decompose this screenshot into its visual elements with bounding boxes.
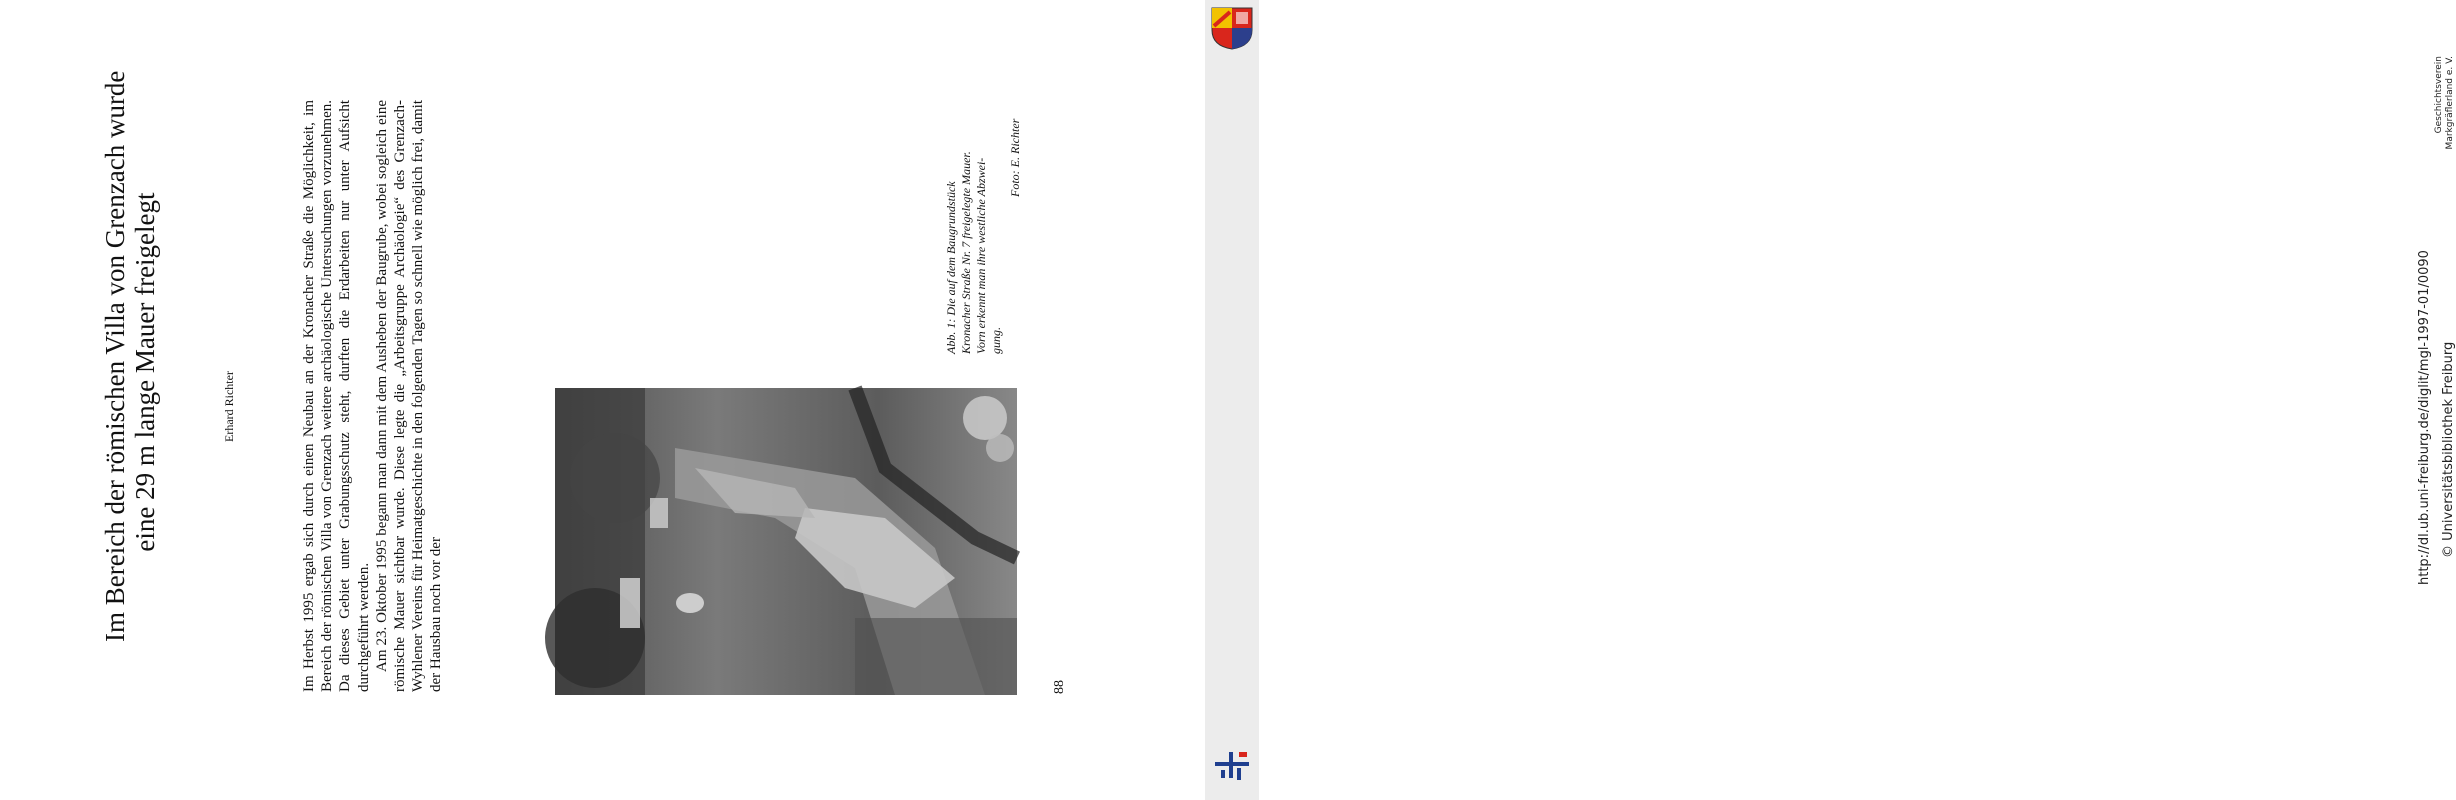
page-number: 88 (1052, 680, 1067, 694)
caption-line-2: Kronacher Straße Nr. 7 freigelegte Mauer. (959, 151, 973, 354)
copyright-text: © Universitätsbibliothek Freiburg (2441, 341, 2456, 558)
title-line-1: Im Bereich der römischen Villa von Grenzach wurde (100, 70, 130, 642)
author: Erhard Richter (222, 371, 236, 442)
coat-of-arms-icon (1208, 6, 1256, 50)
caption-line-3: Vorn erkennt man ihre westliche Abzwei- (974, 157, 988, 354)
ub-freiburg-logo-icon (1211, 748, 1253, 782)
caption-line-1: Abb. 1: Die auf dem Baugrundstück (944, 181, 958, 354)
article-title (100, 70, 160, 642)
excavation-photo (555, 388, 1017, 695)
association-line-2: Markgräflerland e. V. (2445, 56, 2455, 150)
viewer-sidebar (1205, 0, 2456, 800)
association-line-1: Geschichtsverein (2434, 56, 2444, 134)
document-page (0, 0, 1205, 800)
document-url-link[interactable]: http://dl.ub.uni-freiburg.de/diglit/mgl-1997-01/0090 (2417, 250, 2432, 585)
association-name (2434, 56, 2456, 156)
paragraph-1: Im Herbst 1995 ergab sich durch einen Neubau an der Kronacher Straße die Möglichkeit, im Bereich der römischen Villa von Grenzach weitere archäologische Untersuchungen vorzunehmen. Da dieses Gebiet unter Grabungsschutz steht, durften die Erdarbeiten nur unter Aufsicht durchgeführt werden. (301, 100, 372, 692)
paragraph-2: Am 23. Oktober 1995 begann man dann mit dem Ausheben der Baugrube, wobei sogleich eine römische Mauer sichtbar wurde. Diese legte die „Arbeitsgruppe Archäologie“ des Grenzach-Wyhlener Vereins für Heimatgeschichte in den folgenden Tagen so schnell wie möglich frei, damit der Hausbau noch vor der (373, 100, 445, 692)
photo-credit: Foto: E. Richter (1008, 118, 1022, 197)
article-body (300, 100, 446, 692)
photo-caption (944, 124, 1004, 354)
caption-line-4: gung. (989, 327, 1003, 354)
title-line-2: eine 29 m lange Mauer freigelegt (130, 192, 160, 552)
